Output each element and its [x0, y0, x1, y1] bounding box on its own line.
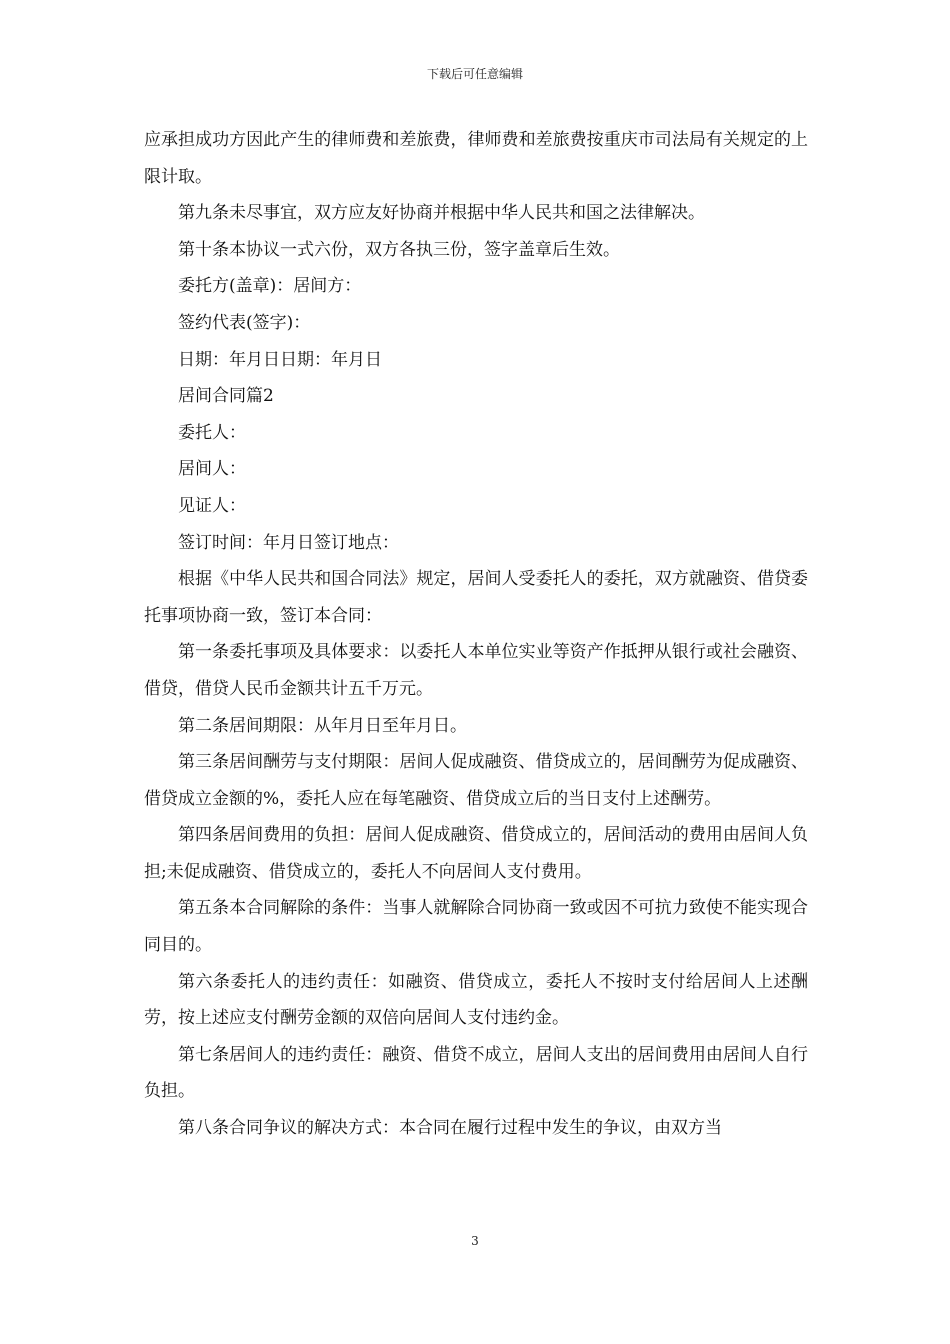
page-header: 下载后可任意编辑	[426, 67, 523, 81]
field-principal: 委托人：	[178, 422, 246, 443]
paragraph-preamble: 根据《中华人民共和国合同法》规定，居间人受委托人的委托，双方就融资、借贷委托事项协商一致，签订本合同：	[144, 569, 808, 626]
paragraph-article-5: 第五条本合同解除的条件：当事人就解除合同协商一致或因不可抗力致使不能实现合同目的。	[144, 898, 808, 956]
signature-line-date: 日期：年月日日期：年月日	[178, 349, 382, 370]
paragraph-article-6: 第六条委托人的违约责任：如融资、借贷成立，委托人不按时支付给居间人上述酬劳，按上述应支付酬劳金额的双倍向居间人支付违约金。	[144, 971, 808, 1029]
document-body	[144, 122, 808, 1147]
signature-line-parties: 委托方(盖章)：居间方：	[178, 276, 362, 297]
paragraph-article-7: 第七条居间人的违约责任：融资、借贷不成立，居间人支出的居间费用由居间人自行负担。	[144, 1044, 808, 1102]
paragraph-article-3: 第三条居间酬劳与支付期限：居间人促成融资、借贷成立的，居间酬劳为促成融资、借贷成立金额的%，委托人应在每笔融资、借贷成立后的当日支付上述酬劳。	[144, 752, 808, 809]
field-intermediary: 居间人：	[178, 459, 246, 480]
paragraph-article-1: 第一条委托事项及具体要求：以委托人本单位实业等资产作抵押从银行或社会融资、借贷，借贷人民币金额共计五千万元。	[144, 642, 808, 699]
section-title-contract-2: 居间合同篇2	[178, 386, 274, 407]
field-signing-time-place: 签订时间：年月日签订地点：	[178, 532, 399, 553]
paragraph-article-9: 第九条未尽事宜，双方应友好协商并根据中华人民共和国之法律解决。	[178, 203, 705, 224]
paragraph-article-8: 第八条合同争议的解决方式：本合同在履行过程中发生的争议，由双方当	[178, 1118, 722, 1139]
field-witness: 见证人：	[178, 495, 246, 516]
signature-line-representative: 签约代表(签字)：	[178, 312, 311, 333]
paragraph-article-10: 第十条本协议一式六份，双方各执三份，签字盖章后生效。	[178, 239, 620, 260]
paragraph-continuation: 应承担成功方因此产生的律师费和差旅费，律师费和差旅费按重庆市司法局有关规定的上限计取。	[144, 130, 808, 187]
page-number: 3	[471, 1234, 479, 1248]
paragraph-article-2: 第二条居间期限：从年月日至年月日。	[178, 715, 467, 736]
paragraph-article-4: 第四条居间费用的负担：居间人促成融资、借贷成立的，居间活动的费用由居间人负担;未促成融资、借贷成立的，委托人不向居间人支付费用。	[144, 825, 808, 882]
